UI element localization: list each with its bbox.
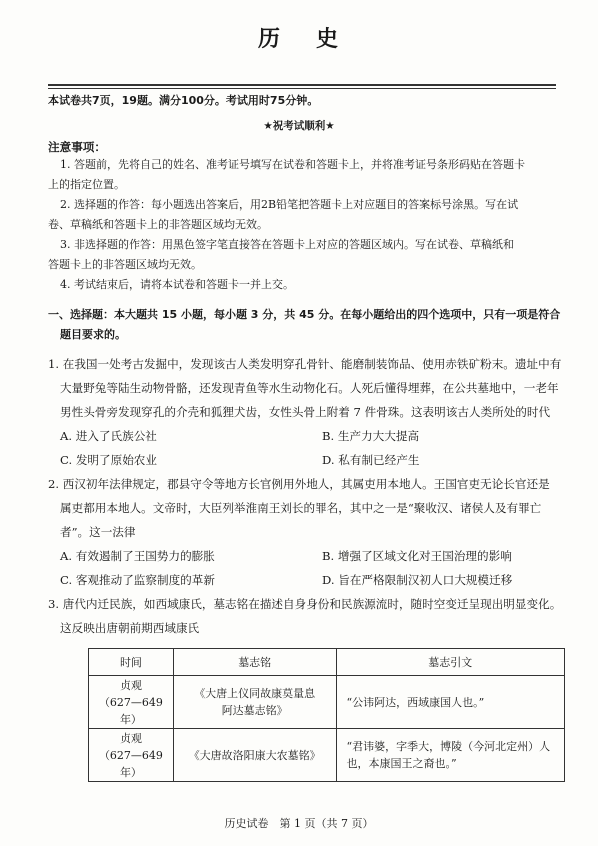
good-luck-banner: ★祝考试顺利★ xyxy=(263,120,335,132)
table-row xyxy=(89,676,565,729)
quote-text: “君讳婆，字季大，博陵（今河北定州）人 xyxy=(346,740,551,753)
quote-cell xyxy=(336,729,564,782)
time-cell xyxy=(89,676,174,729)
title-char-2: 史 xyxy=(316,27,341,52)
time-years: （627—649 年） xyxy=(98,695,163,726)
time-era: 贞观 xyxy=(119,678,142,692)
exam-info: 本试卷共7页，19题。满分100分。考试用时75分钟。 xyxy=(48,94,319,107)
time-cell xyxy=(89,729,174,782)
q1-option-c[interactable]: C. 发明了原始农业 xyxy=(60,453,157,467)
epitaph-cell xyxy=(173,676,336,729)
q1-option-a[interactable]: A. 进入了氏族公社 xyxy=(60,429,157,443)
epitaph-title: 《大唐故洛阳康大农墓铭》 xyxy=(188,748,321,762)
notice-line: 4. 考试结束后，请将本试卷和答题卡一并上交。 xyxy=(60,278,294,291)
table-header-cell: 时间 xyxy=(89,649,174,676)
table-header-cell: 墓志铭 xyxy=(173,649,336,676)
header-rule-thin xyxy=(48,88,556,89)
notice-line: 2. 选择题的作答：每小题选出答案后，用2B铅笔把答题卡上对应题目的答案标号涂黑。写在试 xyxy=(60,198,519,211)
notice-line: 卷、草稿纸和答题卡上的非答题区域均无效。 xyxy=(48,218,268,231)
q1-option-b[interactable]: B. 生产力大大提高 xyxy=(322,429,420,443)
q2-stem-line: 2. 西汉初年法律规定，郡县守令等地方长官例用外地人，其属吏用本地人。王国官吏无论长官还是 xyxy=(48,477,550,491)
q1-stem-line: 1. 在我国一处考古发掘中，发现该古人类发明穿孔骨针、能磨制装饰品、使用赤铁矿粉末。遗址中有 xyxy=(48,357,562,371)
table-header-row xyxy=(89,649,565,676)
q3-stem-line: 3. 唐代内迁民族，如西域康氏，墓志铭在描述自身身份和民族源流时，随时空变迁呈现出明显变化。 xyxy=(48,597,562,611)
q2-option-d[interactable]: D. 旨在严格限制汉初人口大规模迁移 xyxy=(322,573,513,587)
q2-stem-line: 者”。这一法律 xyxy=(60,525,136,539)
q1-option-d[interactable]: D. 私有制已经产生 xyxy=(322,453,420,467)
epitaph-cell xyxy=(173,729,336,782)
table-header-cell: 墓志引文 xyxy=(336,649,564,676)
q2-stem-line: 属吏都用本地人。文帝时，大臣列举淮南王刘长的罪名，其中之一是“聚收汉、诸侯人及有罪亡 xyxy=(60,501,542,515)
header-rule-thick xyxy=(48,84,556,86)
epitaph-title: 《大唐上仪同故康莫量息 xyxy=(194,687,316,700)
epitaph-title-cont: 阿达墓志铭》 xyxy=(221,704,288,717)
q2-option-c[interactable]: C. 客观推动了监察制度的革新 xyxy=(60,573,215,587)
time-era: 贞观 xyxy=(119,731,142,745)
q3-epitaph-table xyxy=(88,648,565,782)
notice-line: 上的指定位置。 xyxy=(48,178,125,191)
title-char-1: 历 xyxy=(257,27,282,52)
q1-stem-line: 男性头骨旁发现穿孔的介壳和狐狸犬齿，女性头骨上附着 7 件骨珠。这表明该古人类所处的时代 xyxy=(60,405,551,419)
quote-text: “公讳阿达，西域康国人也。” xyxy=(346,695,485,709)
notice-line: 1. 答题前，先将自己的姓名、准考证号填写在试卷和答题卡上，并将准考证号条形码贴在答题卡 xyxy=(60,158,525,171)
quote-text-cont: 也，本康国王之裔也。” xyxy=(346,757,457,770)
notice-line: 答题卡上的非答题区域均无效。 xyxy=(48,258,202,271)
notice-line: 3. 非选择题的作答：用黑色签字笔直接答在答题卡上对应的答题区域内。写在试卷、草稿纸和 xyxy=(60,238,514,251)
section-heading-cont: 题目要求的。 xyxy=(60,328,126,341)
table-row xyxy=(89,729,565,782)
time-years: （627—649 年） xyxy=(98,748,163,779)
page-footer: 历史试卷 第 1 页（共 7 页） xyxy=(224,817,374,830)
section-heading: 一、选择题：本大题共 15 小题，每小题 3 分，共 45 分。在每小题给出的四个选项中，只有一项是符合 xyxy=(48,308,561,321)
quote-cell xyxy=(336,676,564,729)
q2-option-b[interactable]: B. 增强了区域文化对王国治理的影响 xyxy=(322,549,512,563)
q3-stem-line: 这反映出唐朝前期西域康氏 xyxy=(60,621,200,635)
q1-stem-line: 大量野兔等陆生动物骨骼，还发现青鱼等水生动物化石。人死后懂得埋葬，在公共墓地中，一老年 xyxy=(60,381,559,395)
page-title xyxy=(0,22,598,53)
q2-option-a[interactable]: A. 有效遏制了王国势力的膨胀 xyxy=(60,549,215,563)
notice-heading: 注意事项： xyxy=(48,140,106,154)
